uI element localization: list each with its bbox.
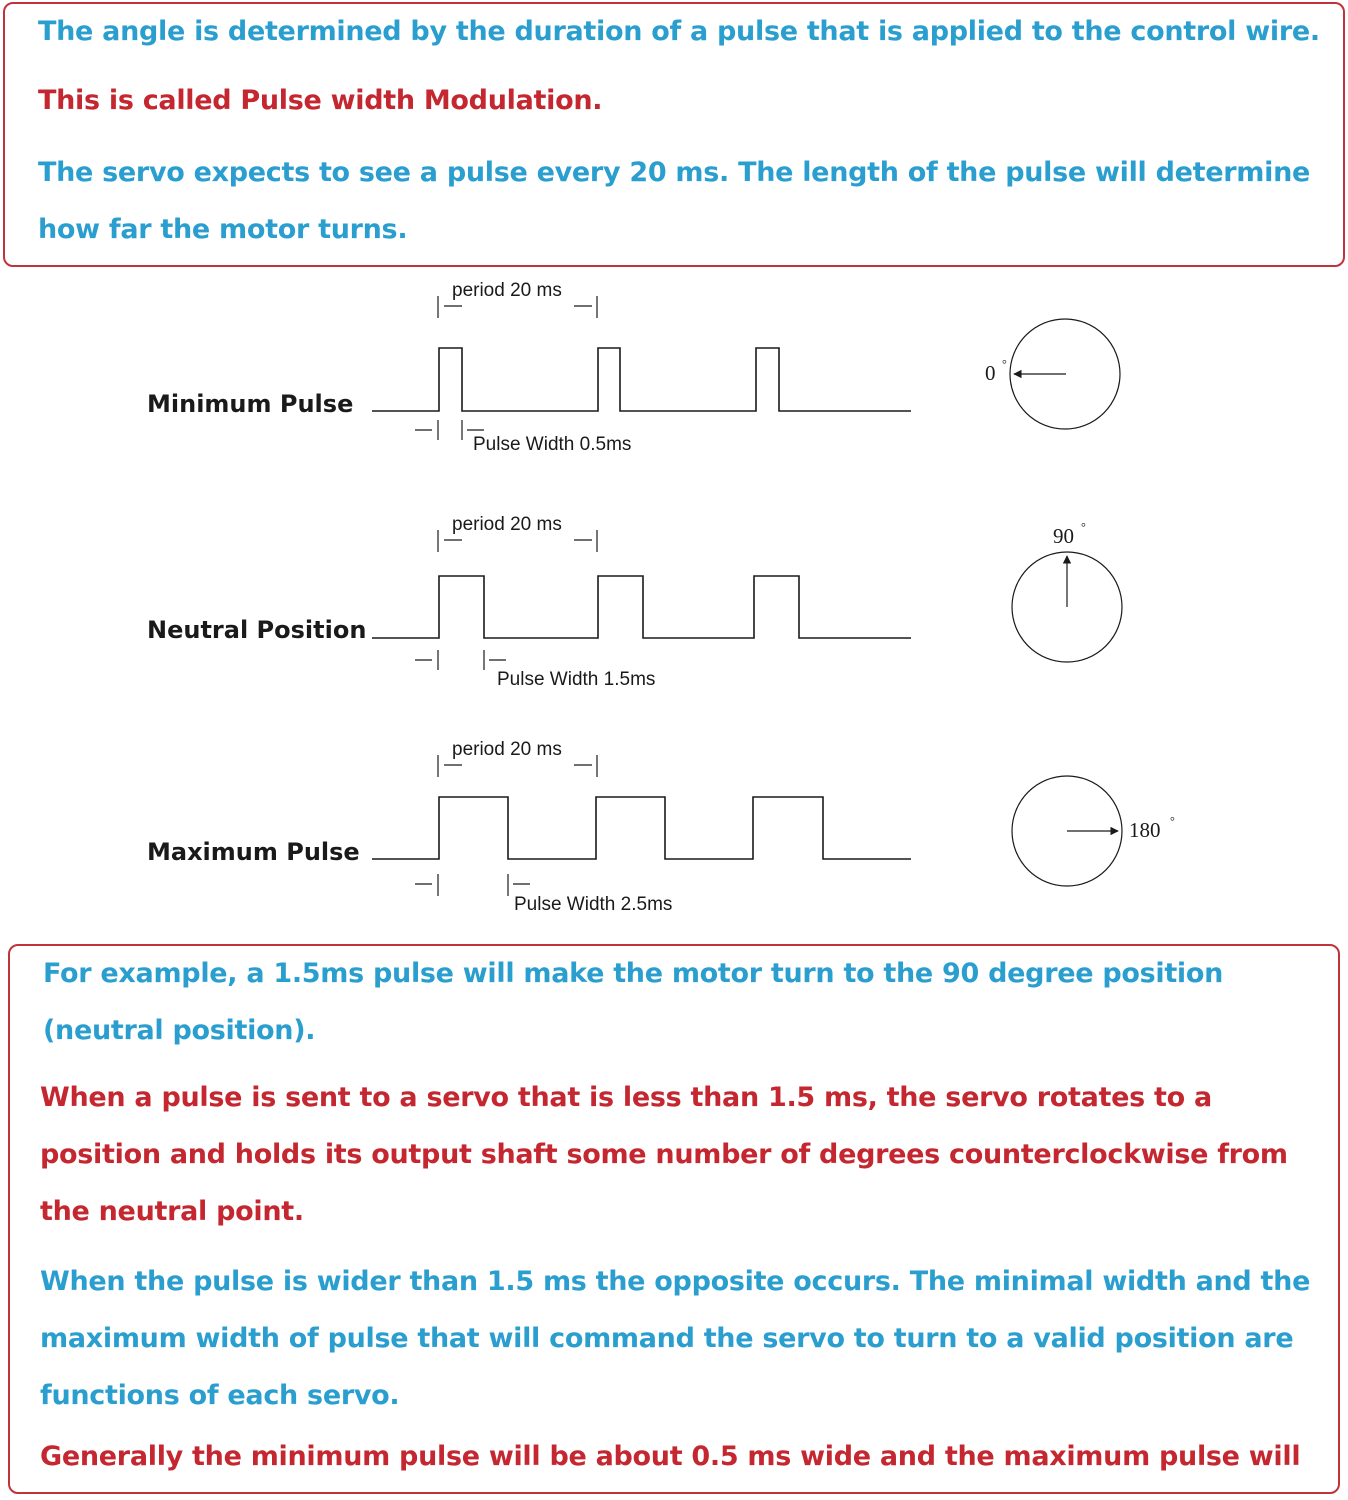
details-line-7: maximum width of pulse that will command the servo to turn to a valid position are <box>40 1323 1294 1354</box>
details-line-2: (neutral position). <box>43 1015 316 1046</box>
intro-line-3: The servo expects to see a pulse every 20 ms. The length of the pulse will determine <box>38 157 1311 188</box>
period-label: period 20 ms <box>452 739 562 760</box>
pulse-width-label: Pulse Width 0.5ms <box>473 434 632 455</box>
degree-symbol: ° <box>1002 357 1007 371</box>
details-line-6: When the pulse is wider than 1.5 ms the opposite occurs. The minimal width and the <box>40 1266 1311 1297</box>
degree-symbol: ° <box>1081 520 1086 534</box>
intro-line-4: how far the motor turns. <box>38 214 408 245</box>
pwm-diagram <box>0 268 1348 944</box>
pulse-waveform <box>372 576 911 638</box>
row-label: Maximum Pulse <box>147 838 360 866</box>
details-line-8: functions of each servo. <box>40 1380 400 1411</box>
period-label: period 20 ms <box>452 280 562 301</box>
details-line-5: the neutral point. <box>40 1196 304 1227</box>
pulse-width-marker <box>415 650 506 670</box>
angle-label: 90 <box>1053 524 1074 548</box>
pulse-width-label: Pulse Width 2.5ms <box>514 894 673 915</box>
details-line-3: When a pulse is sent to a servo that is less than 1.5 ms, the servo rotates to a <box>40 1082 1212 1113</box>
row-maximum-pulse <box>147 739 1175 915</box>
period-label: period 20 ms <box>452 514 562 535</box>
row-neutral-position <box>147 514 1122 690</box>
pulse-width-marker <box>415 874 530 896</box>
degree-symbol: ° <box>1170 814 1175 828</box>
details-line-4: position and holds its output shaft some number of degrees counterclockwise from <box>40 1139 1288 1170</box>
row-minimum-pulse <box>147 280 1120 455</box>
intro-line-2: This is called Pulse width Modulation. <box>38 85 603 116</box>
pulse-waveform <box>372 797 911 859</box>
angle-label: 180 <box>1129 818 1161 842</box>
row-label: Minimum Pulse <box>147 390 354 418</box>
pulse-width-label: Pulse Width 1.5ms <box>497 669 656 690</box>
intro-line-1: The angle is determined by the duration of a pulse that is applied to the control wire. <box>38 16 1320 47</box>
details-line-1: For example, a 1.5ms pulse will make the motor turn to the 90 degree position <box>43 958 1224 989</box>
details-line-9: Generally the minimum pulse will be about 0.5 ms wide and the maximum pulse will <box>40 1441 1301 1472</box>
angle-label: 0 <box>985 361 996 385</box>
row-label: Neutral Position <box>147 616 367 644</box>
pulse-waveform <box>372 348 911 411</box>
